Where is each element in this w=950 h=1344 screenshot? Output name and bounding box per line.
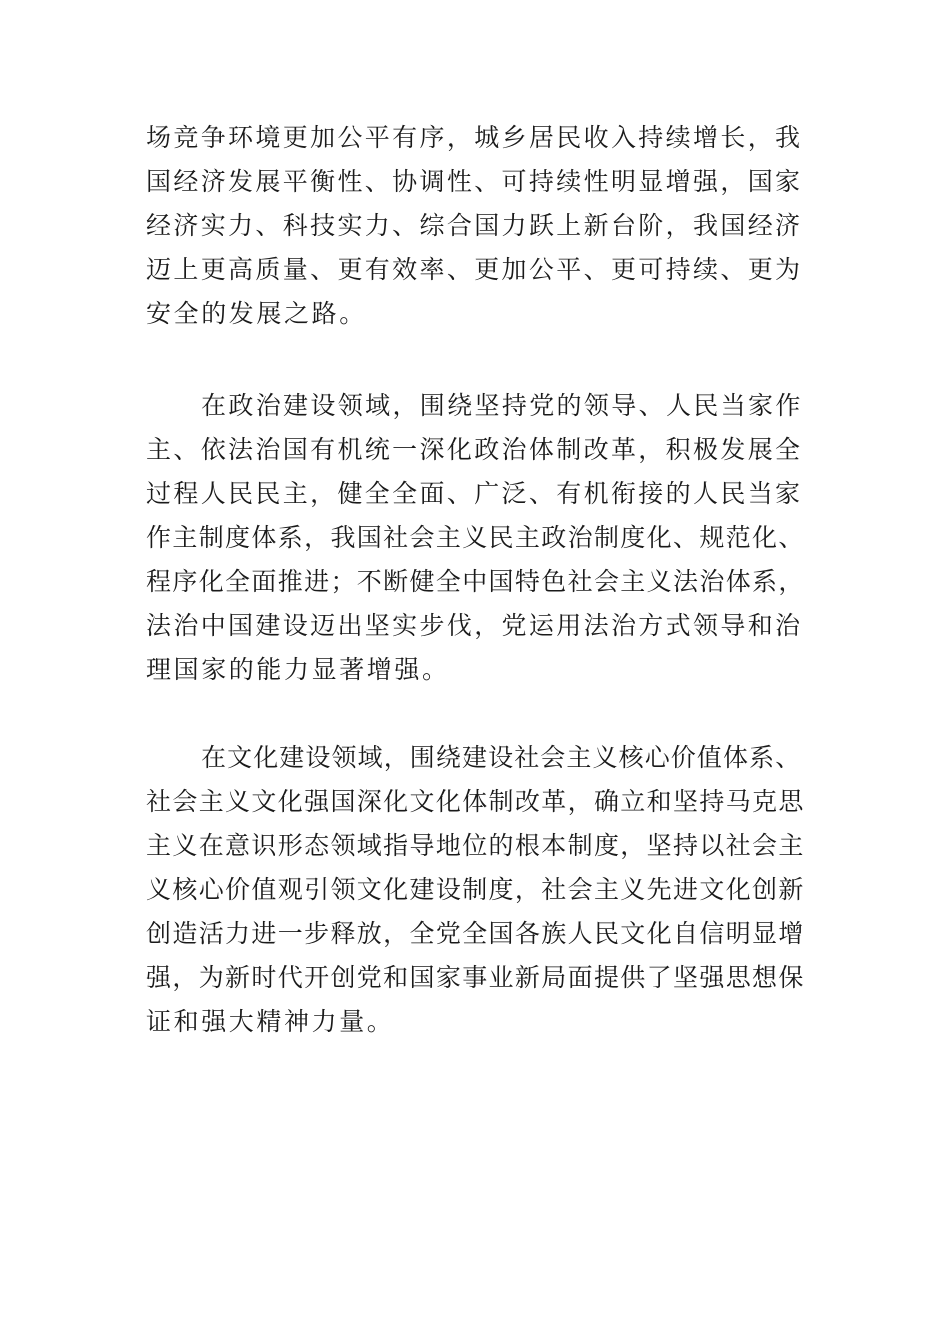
text-line: 场竞争环境更加公平有序，城乡居民收入持续增长，我 <box>146 123 803 152</box>
text-line: 程序化全面推进；不断健全中国特色社会主义法治体系， <box>146 567 805 596</box>
text-line: 主义在意识形态领域指导地位的根本制度，坚持以社会主 <box>146 831 805 860</box>
text-line: 经济实力、科技实力、综合国力跃上新台阶，我国经济 <box>146 211 803 240</box>
text-line: 社会主义文化强国深化文化体制改革，确立和坚持马克思 <box>146 787 805 816</box>
text-line: 迈上更高质量、更有效率、更加公平、更可持续、更为 <box>146 255 803 284</box>
paragraph-economic-continuation <box>146 116 806 336</box>
text-line: 在政治建设领域，围绕坚持党的领导、人民当家作 <box>201 391 803 420</box>
text-line: 作主制度体系，我国社会主义民主政治制度化、规范化、 <box>146 523 805 552</box>
text-line: 义核心价值观引领文化建设制度，社会主义先进文化创新 <box>146 875 805 904</box>
paragraph-cultural-construction <box>146 736 806 1044</box>
text-line: 法治中国建设迈出坚实步伐，党运用法治方式领导和治 <box>146 611 803 640</box>
text-line: 国经济发展平衡性、协调性、可持续性明显增强，国家 <box>146 167 803 196</box>
paragraph-political-construction <box>146 384 806 692</box>
text-line: 证和强大精神力量。 <box>146 1007 395 1036</box>
text-line: 过程人民民主，健全全面、广泛、有机衔接的人民当家 <box>146 479 803 508</box>
text-line: 主、依法治国有机统一深化政治体制改革，积极发展全 <box>146 435 803 464</box>
text-line: 在文化建设领域，围绕建设社会主义核心价值体系、 <box>201 743 802 772</box>
text-line: 安全的发展之路。 <box>146 299 367 328</box>
text-line: 强，为新时代开创党和国家事业新局面提供了坚强思想保 <box>146 963 805 992</box>
text-line: 理国家的能力显著增强。 <box>146 655 450 684</box>
text-line: 创造活力进一步释放，全党全国各族人民文化自信明显增 <box>146 919 805 948</box>
